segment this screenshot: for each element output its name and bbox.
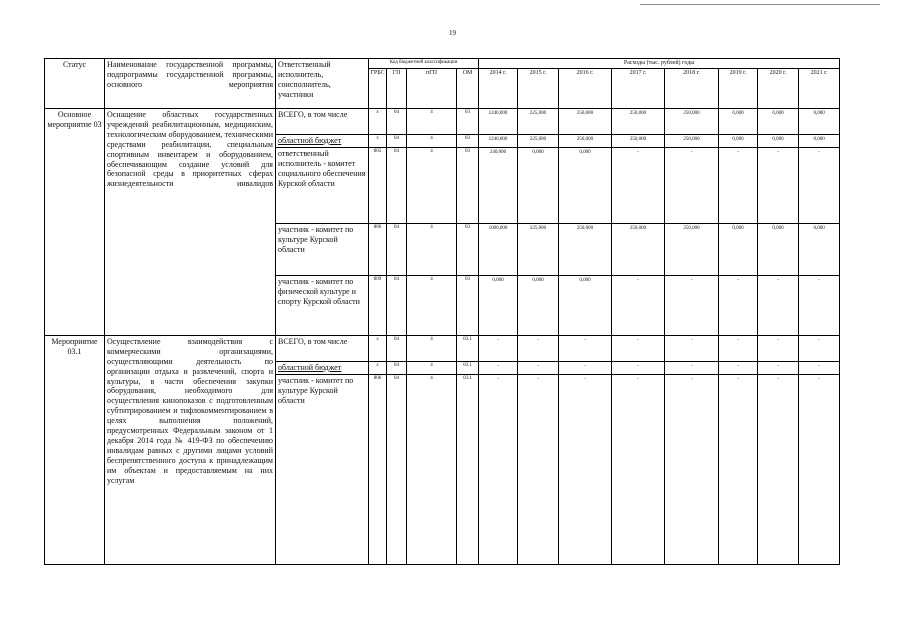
value-cell: 250,000 [612, 135, 665, 148]
value-cell: - [612, 275, 665, 335]
value-cell: - [479, 374, 518, 564]
responsible-cell: областной бюджет [276, 135, 369, 148]
value-cell: - [518, 361, 559, 374]
code-cell: 04 [387, 275, 407, 335]
year-header: 2015 г. [518, 69, 559, 109]
name-cell: Оснащение областных государственных учреждений реабилитационным, медицинским, технологическим оборудованием, техническими средствами реабилитации, специальным спортивным инвентарем и оборудованием, обеспечивающим создание условий для безопасной среды в приоритетных сферах жизнедеятельности инвалидов [105, 109, 276, 336]
code-cell: 805 [369, 147, 387, 223]
value-cell: - [665, 361, 719, 374]
code-cell: 4 [407, 147, 457, 223]
value-cell: 0,000 [758, 223, 799, 275]
responsible-cell: участник - комитет по культуре Курской области [276, 374, 369, 564]
value-cell: - [799, 361, 840, 374]
code-cell: 03 [457, 223, 479, 275]
value-cell: 250,000 [559, 223, 612, 275]
value-cell: 250,000 [559, 109, 612, 135]
code-cell: 03.1 [457, 335, 479, 361]
value-cell: 0,000 [518, 275, 559, 335]
code-cell: 04 [387, 109, 407, 135]
code-cell: 4 [407, 275, 457, 335]
code-group-header: Код бюджетной классификации [369, 59, 479, 69]
value-cell: - [758, 335, 799, 361]
value-cell: - [799, 275, 840, 335]
responsible-cell: участник - комитет по физической культуре и спорту Курской области [276, 275, 369, 335]
value-cell: - [758, 147, 799, 223]
code-cell: 4 [407, 361, 457, 374]
value-cell: 0,000 [719, 223, 758, 275]
value-cell: 1000,000 [479, 223, 518, 275]
value-cell: 240,000 [479, 147, 518, 223]
value-cell: 0,000 [479, 275, 518, 335]
value-cell: 1240,000 [479, 109, 518, 135]
code-cell: 04 [387, 361, 407, 374]
header-row [45, 59, 840, 69]
status-cell: Мероприятие 03.1 [45, 335, 105, 564]
code-cell: x [369, 109, 387, 135]
value-cell: - [799, 335, 840, 361]
code-cell: 04 [387, 147, 407, 223]
year-header: 2019 г. [719, 69, 758, 109]
value-cell: 0,000 [799, 223, 840, 275]
responsible-header: Ответственный исполнитель, соисполнитель, участники [276, 59, 369, 109]
code-cell: 03.1 [457, 361, 479, 374]
code-header: ГРБС [369, 69, 387, 109]
code-cell: 4 [407, 374, 457, 564]
year-header: 2021 г. [799, 69, 840, 109]
code-cell: 04 [387, 335, 407, 361]
page-number: 19 [449, 29, 456, 37]
value-cell: 0,000 [758, 109, 799, 135]
value-cell: - [758, 275, 799, 335]
code-cell: 04 [387, 135, 407, 148]
value-cell: 250,000 [665, 223, 719, 275]
value-cell: - [479, 361, 518, 374]
value-cell: 225,000 [518, 135, 559, 148]
value-cell: 250,000 [665, 135, 719, 148]
responsible-cell: ВСЕГО, в том числе [276, 109, 369, 135]
value-cell: 250,000 [559, 135, 612, 148]
value-cell: - [799, 374, 840, 564]
value-cell: - [665, 374, 719, 564]
value-cell: - [559, 374, 612, 564]
value-cell: - [479, 335, 518, 361]
code-cell: 03.1 [457, 374, 479, 564]
code-cell: 4 [407, 335, 457, 361]
value-cell: - [612, 147, 665, 223]
year-header: 2016 г. [559, 69, 612, 109]
value-cell: - [758, 361, 799, 374]
name-cell: Осуществление взаимодействия с коммерческими организациями, осуществляющими деятельность по организации отдыха и развлечений, спорта и культуры, в части обеспечения закупки оборудования, необходимого для осуществления кинопоказов с подготовленным субтитрированием и тифлокомментированием в целях выполнения положений, предусмотренных Федеральным законом от 1 декабря 2014 года № 419-ФЗ по обеспечению инвалидам равных с другими лицами условий беспрепятственного доступа к принадлежащим им объектам и предоставляемым на них услугам [105, 335, 276, 564]
value-cell: - [719, 147, 758, 223]
value-cell: 225,000 [518, 223, 559, 275]
responsible-cell: ВСЕГО, в том числе [276, 335, 369, 361]
code-header: ГП [387, 69, 407, 109]
code-cell: 4 [407, 135, 457, 148]
year-header: 2020 г. [758, 69, 799, 109]
year-header: 2018 г. [665, 69, 719, 109]
responsible-cell: участник - комитет по культуре Курской области [276, 223, 369, 275]
value-cell: - [518, 335, 559, 361]
name-header: Наименование государственной программы, подпрограммы государственной программы, основного мероприятия [105, 59, 276, 109]
value-cell: - [719, 335, 758, 361]
code-cell: x [369, 361, 387, 374]
code-cell: 04 [387, 374, 407, 564]
value-cell: 0,000 [719, 135, 758, 148]
value-cell: - [665, 147, 719, 223]
value-cell: 250,000 [665, 109, 719, 135]
code-cell: x [369, 135, 387, 148]
table-row [45, 335, 840, 361]
value-cell: - [719, 374, 758, 564]
value-cell: - [799, 147, 840, 223]
year-header: 2017 г. [612, 69, 665, 109]
code-cell: 809 [369, 275, 387, 335]
value-cell: 0,000 [799, 135, 840, 148]
value-cell: 0,000 [518, 147, 559, 223]
top-rule [640, 4, 880, 5]
value-cell: - [559, 361, 612, 374]
value-cell: 0,000 [799, 109, 840, 135]
table-row [45, 109, 840, 135]
code-cell: 03 [457, 275, 479, 335]
code-cell: 03 [457, 147, 479, 223]
responsible-cell: областной бюджет [276, 361, 369, 374]
value-cell: - [719, 361, 758, 374]
value-cell: 1240,000 [479, 135, 518, 148]
value-cell: 0,000 [758, 135, 799, 148]
code-header: ОМ [457, 69, 479, 109]
code-cell: x [369, 335, 387, 361]
value-cell: - [612, 361, 665, 374]
value-cell: 250,000 [612, 223, 665, 275]
value-cell: - [612, 374, 665, 564]
expenses-group-header: Расходы (тыс. рублей) годы [479, 59, 840, 69]
code-header: пГП [407, 69, 457, 109]
value-cell: 0,000 [559, 147, 612, 223]
value-cell: - [665, 335, 719, 361]
code-cell: 04 [387, 223, 407, 275]
code-cell: 806 [369, 374, 387, 564]
year-header: 2014 г. [479, 69, 518, 109]
value-cell: - [719, 275, 758, 335]
value-cell: 225,000 [518, 109, 559, 135]
code-cell: 4 [407, 223, 457, 275]
code-cell: 03 [457, 109, 479, 135]
code-cell: 4 [407, 109, 457, 135]
budget-table [44, 58, 840, 565]
value-cell: - [612, 335, 665, 361]
code-cell: 03 [457, 135, 479, 148]
responsible-cell: ответственный исполнитель - комитет социального обеспечения Курской области [276, 147, 369, 223]
code-cell: 806 [369, 223, 387, 275]
value-cell: 250,000 [612, 109, 665, 135]
status-header: Статус [45, 59, 105, 109]
value-cell: - [758, 374, 799, 564]
status-cell: Основное мероприятие 03 [45, 109, 105, 336]
value-cell: - [559, 335, 612, 361]
value-cell: - [665, 275, 719, 335]
value-cell: 0,000 [559, 275, 612, 335]
value-cell: 0,000 [719, 109, 758, 135]
value-cell: - [518, 374, 559, 564]
